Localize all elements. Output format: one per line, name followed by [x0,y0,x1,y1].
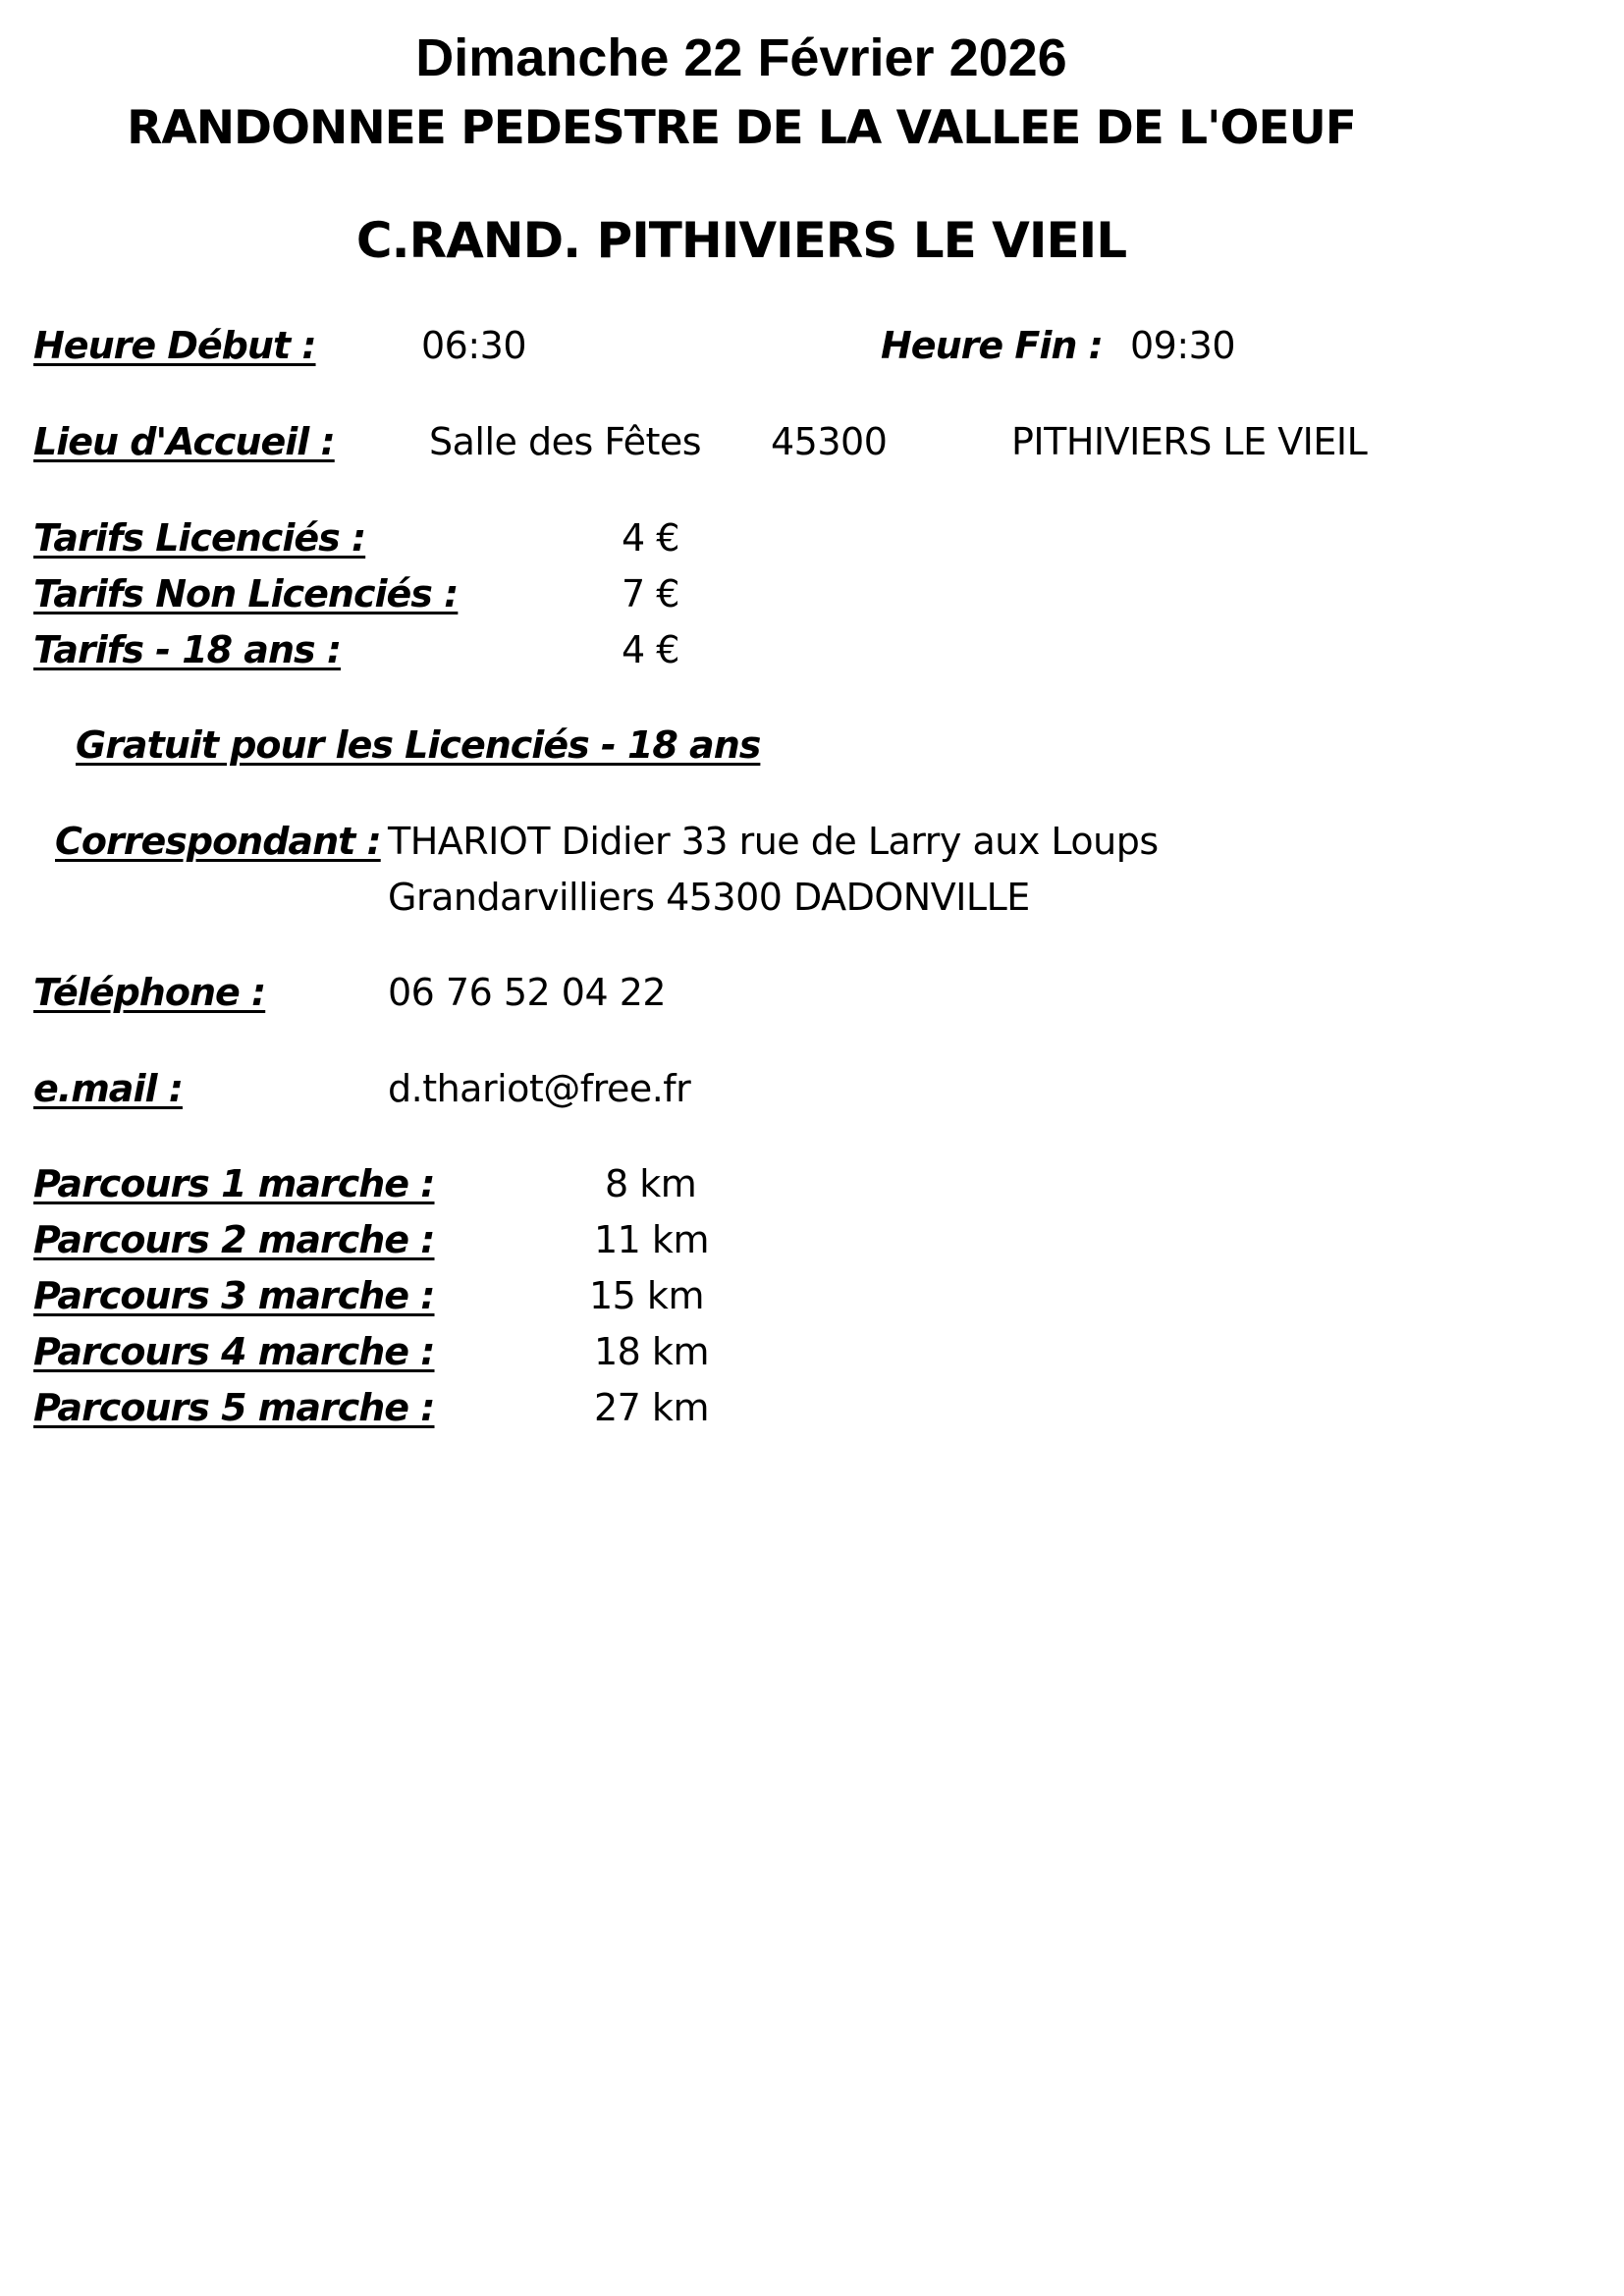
venue-city: PITHIVIERS LE VIEIL [1011,420,1368,463]
start-time-value: 06:30 [421,324,527,367]
email-label: e.mail : [33,1067,183,1110]
free-entry-note: Gratuit pour les Licenciés - 18 ans [76,723,761,767]
price-label-non-licensed: Tarifs Non Licenciés : [33,572,459,615]
venue-postcode: 45300 [771,420,888,463]
route-3-distance: 15 km [589,1274,704,1317]
start-time-label: Heure Début : [33,324,316,367]
phone-value: 06 76 52 04 22 [388,971,667,1014]
venue-place: Salle des Fêtes [429,420,702,463]
email-value[interactable]: d.thariot@free.fr [388,1067,691,1110]
venue-label: Lieu d'Accueil : [33,420,335,463]
club-name: C.RAND. PITHIVIERS LE VIEIL [355,212,1127,269]
end-time-value: 09:30 [1130,324,1236,367]
route-2-label: Parcours 2 marche : [33,1218,435,1261]
phone-label: Téléphone : [33,971,266,1014]
price-value-under-18: 4 € [622,628,679,671]
route-4-distance: 18 km [594,1330,709,1373]
price-value-non-licensed: 7 € [622,572,679,615]
price-value-licensed: 4 € [622,516,679,560]
route-2-distance: 11 km [594,1218,709,1261]
event-date: Dimanche 22 Février 2026 [415,28,1067,87]
event-title: RANDONNEE PEDESTRE DE LA VALLEE DE L'OEUF [127,101,1356,155]
contact-label: Correspondant : [55,820,381,863]
route-1-label: Parcours 1 marche : [33,1162,435,1205]
end-time-label: Heure Fin : [881,324,1103,367]
route-5-label: Parcours 5 marche : [33,1386,435,1429]
route-1-distance: 8 km [605,1162,697,1205]
price-label-licensed: Tarifs Licenciés : [33,516,366,560]
route-4-label: Parcours 4 marche : [33,1330,435,1373]
price-label-under-18: Tarifs - 18 ans : [33,628,342,671]
contact-address-line1: THARIOT Didier 33 rue de Larry aux Loups [388,820,1159,863]
route-5-distance: 27 km [594,1386,709,1429]
route-3-label: Parcours 3 marche : [33,1274,435,1317]
contact-address-line2: Grandarvilliers 45300 DADONVILLE [388,876,1030,919]
